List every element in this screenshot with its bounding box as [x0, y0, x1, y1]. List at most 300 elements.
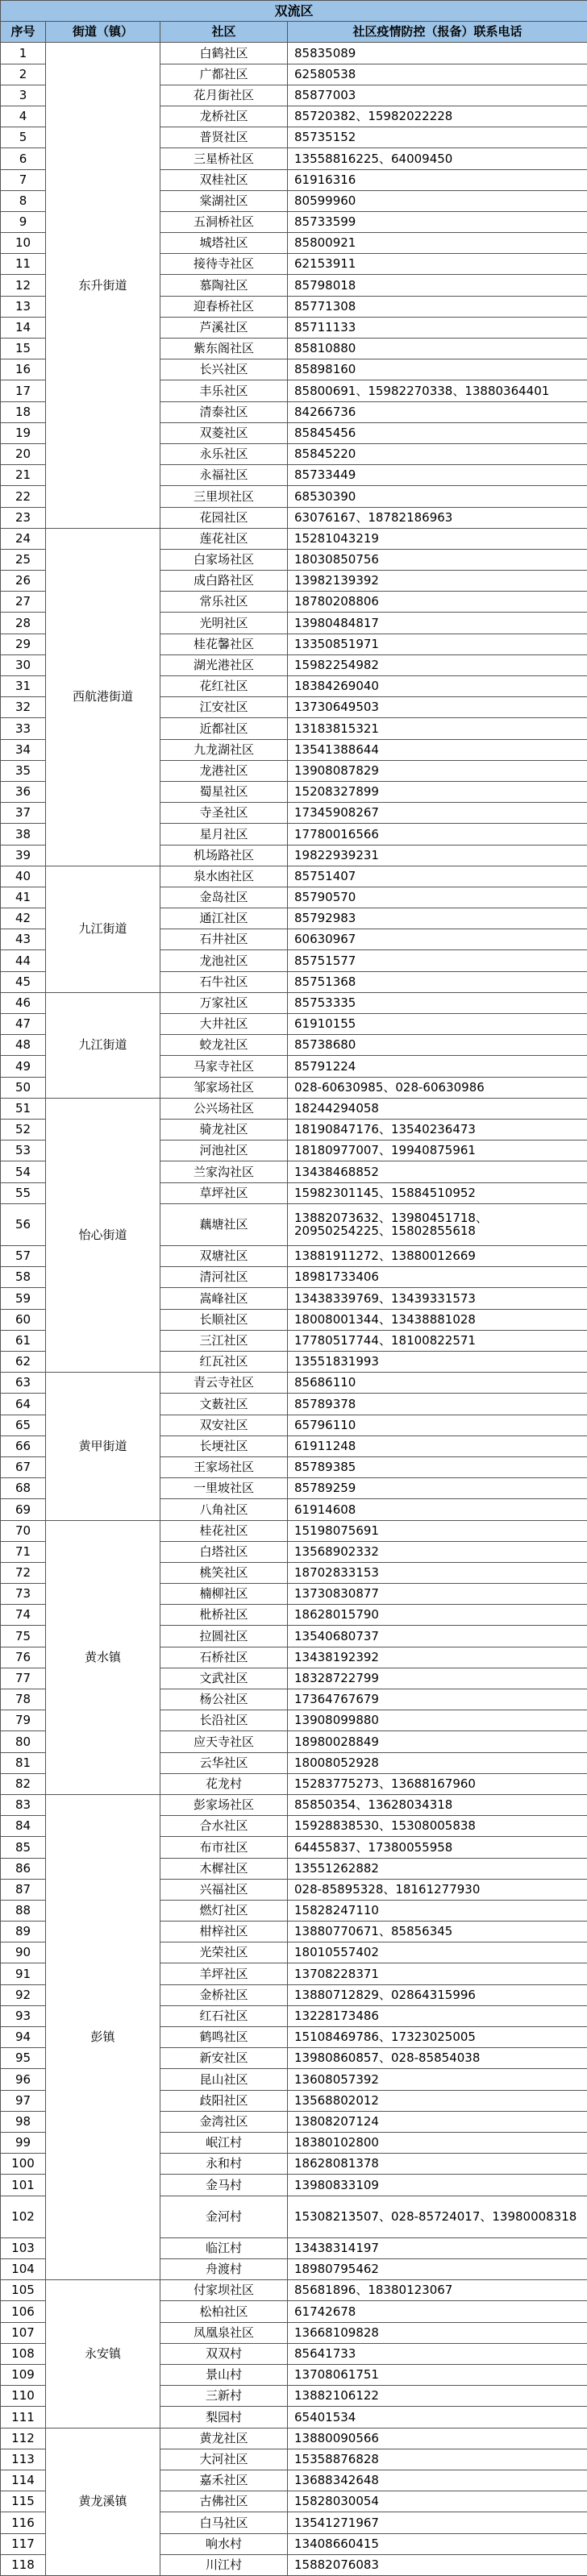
phone-cell: 62153911	[288, 254, 587, 275]
row-index: 30	[1, 654, 46, 675]
row-index: 2	[1, 64, 46, 85]
street-cell: 西航港街道	[46, 528, 160, 866]
row-index: 20	[1, 443, 46, 464]
community-cell: 云华社区	[160, 1752, 288, 1773]
row-index: 78	[1, 1689, 46, 1710]
phone-cell: 13980833109	[288, 2175, 587, 2196]
row-index: 71	[1, 1541, 46, 1562]
community-cell: 龙池社区	[160, 950, 288, 971]
phone-cell: 85681896、18380123067	[288, 2280, 587, 2301]
community-cell: 布市社区	[160, 1837, 288, 1858]
phone-cell: 84266736	[288, 401, 587, 422]
community-cell: 黄龙社区	[160, 2428, 288, 2449]
phone-cell: 17780517744、18100822571	[288, 1330, 587, 1351]
community-cell: 长埂社区	[160, 1435, 288, 1456]
row-index: 73	[1, 1584, 46, 1605]
community-cell: 梨园村	[160, 2407, 288, 2428]
row-index: 7	[1, 169, 46, 190]
community-cell: 杨公社区	[160, 1689, 288, 1710]
street-cell: 九江街道	[46, 992, 160, 1098]
row-index: 69	[1, 1499, 46, 1520]
row-index: 80	[1, 1731, 46, 1752]
table-title: 双流区	[1, 1, 587, 22]
row-index: 43	[1, 929, 46, 950]
phone-cell: 85720382、15982022228	[288, 106, 587, 127]
street-cell: 黄龙溪镇	[46, 2428, 160, 2575]
community-cell: 白鹤社区	[160, 43, 288, 64]
community-cell: 广都社区	[160, 64, 288, 85]
phone-cell: 15982301145、15884510952	[288, 1182, 587, 1203]
phone-cell: 13551831993	[288, 1352, 587, 1373]
community-cell: 花园社区	[160, 507, 288, 528]
row-index: 104	[1, 2259, 46, 2280]
community-cell: 邹家场社区	[160, 1077, 288, 1098]
phone-cell: 13668109828	[288, 2322, 587, 2343]
row-index: 29	[1, 634, 46, 654]
phone-cell: 85810880	[288, 339, 587, 359]
header-index: 序号	[1, 22, 46, 43]
phone-cell: 13730649503	[288, 697, 587, 718]
row-index: 61	[1, 1330, 46, 1351]
community-cell: 常乐社区	[160, 592, 288, 613]
row-index: 100	[1, 2154, 46, 2175]
phone-cell: 13730830877	[288, 1584, 587, 1605]
phone-cell: 65401534	[288, 2407, 587, 2428]
phone-cell: 13608057392	[288, 2069, 587, 2090]
community-cell: 八角社区	[160, 1499, 288, 1520]
phone-cell: 13882106122	[288, 2386, 587, 2407]
table-row	[1, 992, 587, 1013]
community-cell: 金河村	[160, 2196, 288, 2237]
phone-cell: 13982139392	[288, 571, 587, 592]
row-index: 31	[1, 676, 46, 697]
phone-cell: 18328722799	[288, 1668, 587, 1689]
phone-cell: 18980028849	[288, 1731, 587, 1752]
phone-cell: 18008001344、13438881028	[288, 1309, 587, 1330]
row-index: 38	[1, 824, 46, 845]
phone-cell: 13350851971	[288, 634, 587, 654]
row-index: 39	[1, 845, 46, 866]
row-index: 103	[1, 2237, 46, 2258]
row-index: 26	[1, 571, 46, 592]
street-cell: 黄甲街道	[46, 1373, 160, 1520]
phone-cell: 18628081378	[288, 2154, 587, 2175]
phone-cell: 13183815321	[288, 718, 587, 739]
community-cell: 芦溪社区	[160, 317, 288, 338]
phone-cell: 18628015790	[288, 1605, 587, 1626]
row-index: 66	[1, 1435, 46, 1456]
community-cell: 昆山社区	[160, 2069, 288, 2090]
phone-cell: 18030850756	[288, 549, 587, 570]
community-cell: 龙港社区	[160, 760, 288, 781]
table-body	[1, 1, 587, 2576]
phone-cell: 85850354、13628034318	[288, 1794, 587, 1815]
community-cell: 凤凰泉社区	[160, 2322, 288, 2343]
row-index: 5	[1, 127, 46, 148]
phone-cell: 85771308	[288, 296, 587, 317]
community-cell: 星月社区	[160, 824, 288, 845]
community-cell: 永乐社区	[160, 443, 288, 464]
community-cell: 迎春桥社区	[160, 296, 288, 317]
row-index: 40	[1, 866, 46, 887]
row-index: 54	[1, 1161, 46, 1182]
community-cell: 机场路社区	[160, 845, 288, 866]
phone-cell: 80599960	[288, 190, 587, 211]
phone-cell: 13908099880	[288, 1710, 587, 1731]
community-cell: 文武社区	[160, 1668, 288, 1689]
phone-cell: 85789378	[288, 1394, 587, 1415]
street-cell: 东升街道	[46, 43, 160, 528]
community-cell: 金湾社区	[160, 2111, 288, 2132]
community-cell: 楠柳社区	[160, 1584, 288, 1605]
community-cell: 莲花社区	[160, 528, 288, 549]
community-cell: 蜀星社区	[160, 781, 288, 802]
community-cell: 光明社区	[160, 613, 288, 634]
community-cell: 金桥社区	[160, 1984, 288, 2005]
phone-cell: 85733599	[288, 211, 587, 232]
phone-cell: 18981733406	[288, 1267, 587, 1288]
phone-cell: 61914608	[288, 1499, 587, 1520]
row-index: 56	[1, 1203, 46, 1245]
phone-cell: 13438468852	[288, 1161, 587, 1182]
row-index: 49	[1, 1056, 46, 1077]
community-cell: 长沿社区	[160, 1710, 288, 1731]
community-cell: 桂花馨社区	[160, 634, 288, 654]
community-cell: 河池社区	[160, 1141, 288, 1161]
community-cell: 鹤鸣社区	[160, 2027, 288, 2048]
community-cell: 白马社区	[160, 2512, 288, 2533]
row-index: 18	[1, 401, 46, 422]
community-cell: 五洞桥社区	[160, 211, 288, 232]
community-cell: 临江村	[160, 2237, 288, 2258]
community-cell: 木樨社区	[160, 1858, 288, 1879]
row-index: 13	[1, 296, 46, 317]
row-index: 116	[1, 2512, 46, 2533]
row-index: 89	[1, 1922, 46, 1942]
community-cell: 接待寺社区	[160, 254, 288, 275]
phone-cell: 61911248	[288, 1435, 587, 1456]
row-index: 64	[1, 1394, 46, 1415]
table-row	[1, 43, 587, 64]
community-cell: 川江村	[160, 2554, 288, 2575]
phone-cell: 15108469786、17323025005	[288, 2027, 587, 2048]
community-cell: 松柏社区	[160, 2301, 288, 2322]
community-cell: 兴福社区	[160, 1879, 288, 1900]
row-index: 60	[1, 1309, 46, 1330]
community-cell: 嵩峰社区	[160, 1288, 288, 1309]
row-index: 53	[1, 1141, 46, 1161]
community-cell: 慕陶社区	[160, 275, 288, 296]
row-index: 67	[1, 1456, 46, 1477]
phone-cell: 61916316	[288, 169, 587, 190]
row-index: 55	[1, 1182, 46, 1203]
row-index: 10	[1, 233, 46, 254]
community-cell: 紫东阁社区	[160, 339, 288, 359]
row-index: 4	[1, 106, 46, 127]
community-cell: 双双村	[160, 2343, 288, 2364]
phone-cell: 13980860857、028-85854038	[288, 2048, 587, 2069]
community-cell: 成白路社区	[160, 571, 288, 592]
community-cell: 花月街社区	[160, 85, 288, 106]
row-index: 19	[1, 422, 46, 443]
community-cell: 新安社区	[160, 2048, 288, 2069]
phone-cell: 85751577	[288, 950, 587, 971]
row-index: 114	[1, 2470, 46, 2491]
community-cell: 白塔社区	[160, 1541, 288, 1562]
row-index: 25	[1, 549, 46, 570]
row-index: 82	[1, 1773, 46, 1794]
header-phone: 社区疫情防控（报备）联系电话	[288, 22, 587, 43]
community-cell: 棠湖社区	[160, 190, 288, 211]
row-index: 9	[1, 211, 46, 232]
row-index: 57	[1, 1246, 46, 1267]
community-cell: 寺圣社区	[160, 803, 288, 824]
community-cell: 马家寺社区	[160, 1056, 288, 1077]
row-index: 77	[1, 1668, 46, 1689]
community-cell: 清河社区	[160, 1267, 288, 1288]
street-cell: 彭镇	[46, 1794, 160, 2279]
row-index: 59	[1, 1288, 46, 1309]
phone-cell: 13558816225、64009450	[288, 148, 587, 169]
community-cell: 双安社区	[160, 1415, 288, 1435]
row-index: 108	[1, 2343, 46, 2364]
row-index: 35	[1, 760, 46, 781]
phone-cell: 85792983	[288, 908, 587, 929]
community-cell: 舟渡村	[160, 2259, 288, 2280]
row-index: 70	[1, 1520, 46, 1541]
phone-cell: 13438339769、13439331573	[288, 1288, 587, 1309]
row-index: 112	[1, 2428, 46, 2449]
table-row	[1, 1794, 587, 1815]
community-cell: 双桂社区	[160, 169, 288, 190]
community-cell: 枇桥社区	[160, 1605, 288, 1626]
row-index: 75	[1, 1626, 46, 1647]
phone-cell: 85877003	[288, 85, 587, 106]
phone-cell: 15208327899	[288, 781, 587, 802]
table-row	[1, 1098, 587, 1119]
row-index: 65	[1, 1415, 46, 1435]
community-cell: 藕塘社区	[160, 1203, 288, 1245]
phone-cell: 85753335	[288, 992, 587, 1013]
phone-cell: 13908087829	[288, 760, 587, 781]
phone-cell: 85835089	[288, 43, 587, 64]
row-index: 76	[1, 1647, 46, 1668]
row-index: 1	[1, 43, 46, 64]
row-index: 84	[1, 1816, 46, 1837]
row-index: 88	[1, 1900, 46, 1921]
row-index: 34	[1, 739, 46, 760]
table-row	[1, 2280, 587, 2301]
phone-cell: 13438314197	[288, 2237, 587, 2258]
phone-cell: 17345908267	[288, 803, 587, 824]
row-index: 95	[1, 2048, 46, 2069]
header-street: 街道（镇）	[46, 22, 160, 43]
street-cell: 怡心街道	[46, 1098, 160, 1372]
row-index: 109	[1, 2365, 46, 2386]
row-index: 62	[1, 1352, 46, 1373]
row-index: 46	[1, 992, 46, 1013]
row-index: 110	[1, 2386, 46, 2407]
row-index: 16	[1, 359, 46, 380]
row-index: 74	[1, 1605, 46, 1626]
phone-cell: 13882073632、13980451718、20950254225、15802855618	[288, 1203, 587, 1245]
phone-cell: 028-60630985、028-60630986	[288, 1077, 587, 1098]
row-index: 117	[1, 2533, 46, 2554]
phone-cell: 18702833153	[288, 1562, 587, 1583]
community-cell: 王家场社区	[160, 1456, 288, 1477]
phone-cell: 18980795462	[288, 2259, 587, 2280]
phone-cell: 15828030054	[288, 2491, 587, 2512]
phone-cell: 15308213507、028-85724017、13980008318	[288, 2196, 587, 2237]
row-index: 111	[1, 2407, 46, 2428]
row-index: 22	[1, 486, 46, 507]
phone-cell: 18780208806	[288, 592, 587, 613]
row-index: 58	[1, 1267, 46, 1288]
phone-cell: 15281043219	[288, 528, 587, 549]
community-cell: 龙桥社区	[160, 106, 288, 127]
phone-cell: 18384269040	[288, 676, 587, 697]
phone-cell: 028-85895328、18161277930	[288, 1879, 587, 1900]
community-cell: 光荣社区	[160, 1942, 288, 1963]
table-row	[1, 528, 587, 549]
community-cell: 长顺社区	[160, 1309, 288, 1330]
row-index: 48	[1, 1035, 46, 1056]
phone-cell: 13568902332	[288, 1541, 587, 1562]
row-index: 32	[1, 697, 46, 718]
community-cell: 青云寺社区	[160, 1373, 288, 1394]
phone-cell: 85711133	[288, 317, 587, 338]
community-cell: 三里坝社区	[160, 486, 288, 507]
row-index: 85	[1, 1837, 46, 1858]
street-cell: 九江街道	[46, 866, 160, 992]
row-index: 96	[1, 2069, 46, 2090]
row-index: 17	[1, 380, 46, 401]
community-cell: 柑梓社区	[160, 1922, 288, 1942]
community-cell: 永福社区	[160, 465, 288, 486]
phone-cell: 13708061751	[288, 2365, 587, 2386]
community-cell: 丰乐社区	[160, 380, 288, 401]
community-cell: 景山村	[160, 2365, 288, 2386]
phone-cell: 85738680	[288, 1035, 587, 1056]
phone-cell: 15828247110	[288, 1900, 587, 1921]
community-cell: 石井社区	[160, 929, 288, 950]
phone-cell: 18180977007、19940875961	[288, 1141, 587, 1161]
community-cell: 金马村	[160, 2175, 288, 2196]
community-cell: 公兴场社区	[160, 1098, 288, 1119]
community-cell: 红石社区	[160, 2005, 288, 2026]
row-index: 47	[1, 1014, 46, 1035]
phone-cell: 15283775273、13688167960	[288, 1773, 587, 1794]
community-cell: 歧阳社区	[160, 2090, 288, 2111]
row-index: 21	[1, 465, 46, 486]
row-index: 27	[1, 592, 46, 613]
title-row	[1, 1, 587, 22]
phone-cell: 61742678	[288, 2301, 587, 2322]
row-index: 14	[1, 317, 46, 338]
row-index: 102	[1, 2196, 46, 2237]
row-index: 94	[1, 2027, 46, 2048]
phone-cell: 85686110	[288, 1373, 587, 1394]
row-index: 44	[1, 950, 46, 971]
table-row	[1, 1373, 587, 1394]
phone-cell: 18190847176、13540236473	[288, 1119, 587, 1140]
table-row	[1, 866, 587, 887]
row-index: 28	[1, 613, 46, 634]
phone-cell: 18244294058	[288, 1098, 587, 1119]
row-index: 45	[1, 971, 46, 992]
community-cell: 白家场社区	[160, 549, 288, 570]
row-index: 87	[1, 1879, 46, 1900]
row-index: 81	[1, 1752, 46, 1773]
community-cell: 三星桥社区	[160, 148, 288, 169]
community-cell: 付家坝社区	[160, 2280, 288, 2301]
community-cell: 文薮社区	[160, 1394, 288, 1415]
phone-cell: 68530390	[288, 486, 587, 507]
phone-cell: 85790570	[288, 887, 587, 908]
row-index: 115	[1, 2491, 46, 2512]
phone-cell: 85845456	[288, 422, 587, 443]
community-cell: 古佛社区	[160, 2491, 288, 2512]
row-index: 52	[1, 1119, 46, 1140]
row-index: 90	[1, 1942, 46, 1963]
phone-cell: 13228173486	[288, 2005, 587, 2026]
row-index: 12	[1, 275, 46, 296]
phone-cell: 63076167、18782186963	[288, 507, 587, 528]
phone-cell: 15198075691	[288, 1520, 587, 1541]
phone-cell: 13980484817	[288, 613, 587, 634]
community-cell: 岷江村	[160, 2132, 288, 2153]
phone-cell: 13540680737	[288, 1626, 587, 1647]
row-index: 3	[1, 85, 46, 106]
row-index: 6	[1, 148, 46, 169]
row-index: 106	[1, 2301, 46, 2322]
community-cell: 羊坪社区	[160, 1963, 288, 1984]
phone-cell: 13880770671、85856345	[288, 1922, 587, 1942]
community-cell: 清泰社区	[160, 401, 288, 422]
row-index: 113	[1, 2449, 46, 2470]
community-cell: 三新村	[160, 2386, 288, 2407]
row-index: 63	[1, 1373, 46, 1394]
street-cell: 黄水镇	[46, 1520, 160, 1794]
row-index: 50	[1, 1077, 46, 1098]
phone-cell: 85751368	[288, 971, 587, 992]
phone-cell: 15882076083	[288, 2554, 587, 2575]
phone-cell: 85845220	[288, 443, 587, 464]
row-index: 107	[1, 2322, 46, 2343]
table-row	[1, 2428, 587, 2449]
phone-cell: 60630967	[288, 929, 587, 950]
community-cell: 三江社区	[160, 1330, 288, 1351]
community-cell: 长兴社区	[160, 359, 288, 380]
row-index: 98	[1, 2111, 46, 2132]
row-index: 72	[1, 1562, 46, 1583]
community-cell: 草坪社区	[160, 1182, 288, 1203]
phone-cell: 13551262882	[288, 1858, 587, 1879]
row-index: 23	[1, 507, 46, 528]
community-cell: 应天寺社区	[160, 1731, 288, 1752]
phone-cell: 85800921	[288, 233, 587, 254]
phone-cell: 65796110	[288, 1415, 587, 1435]
phone-cell: 85800691、15982270338、13880364401	[288, 380, 587, 401]
phone-cell: 13708228371	[288, 1963, 587, 1984]
community-cell: 近都社区	[160, 718, 288, 739]
phone-cell: 61910155	[288, 1014, 587, 1035]
community-cell: 花红社区	[160, 676, 288, 697]
row-index: 86	[1, 1858, 46, 1879]
community-cell: 彭家场社区	[160, 1794, 288, 1815]
community-cell: 嘉禾社区	[160, 2470, 288, 2491]
phone-cell: 15358876828	[288, 2449, 587, 2470]
